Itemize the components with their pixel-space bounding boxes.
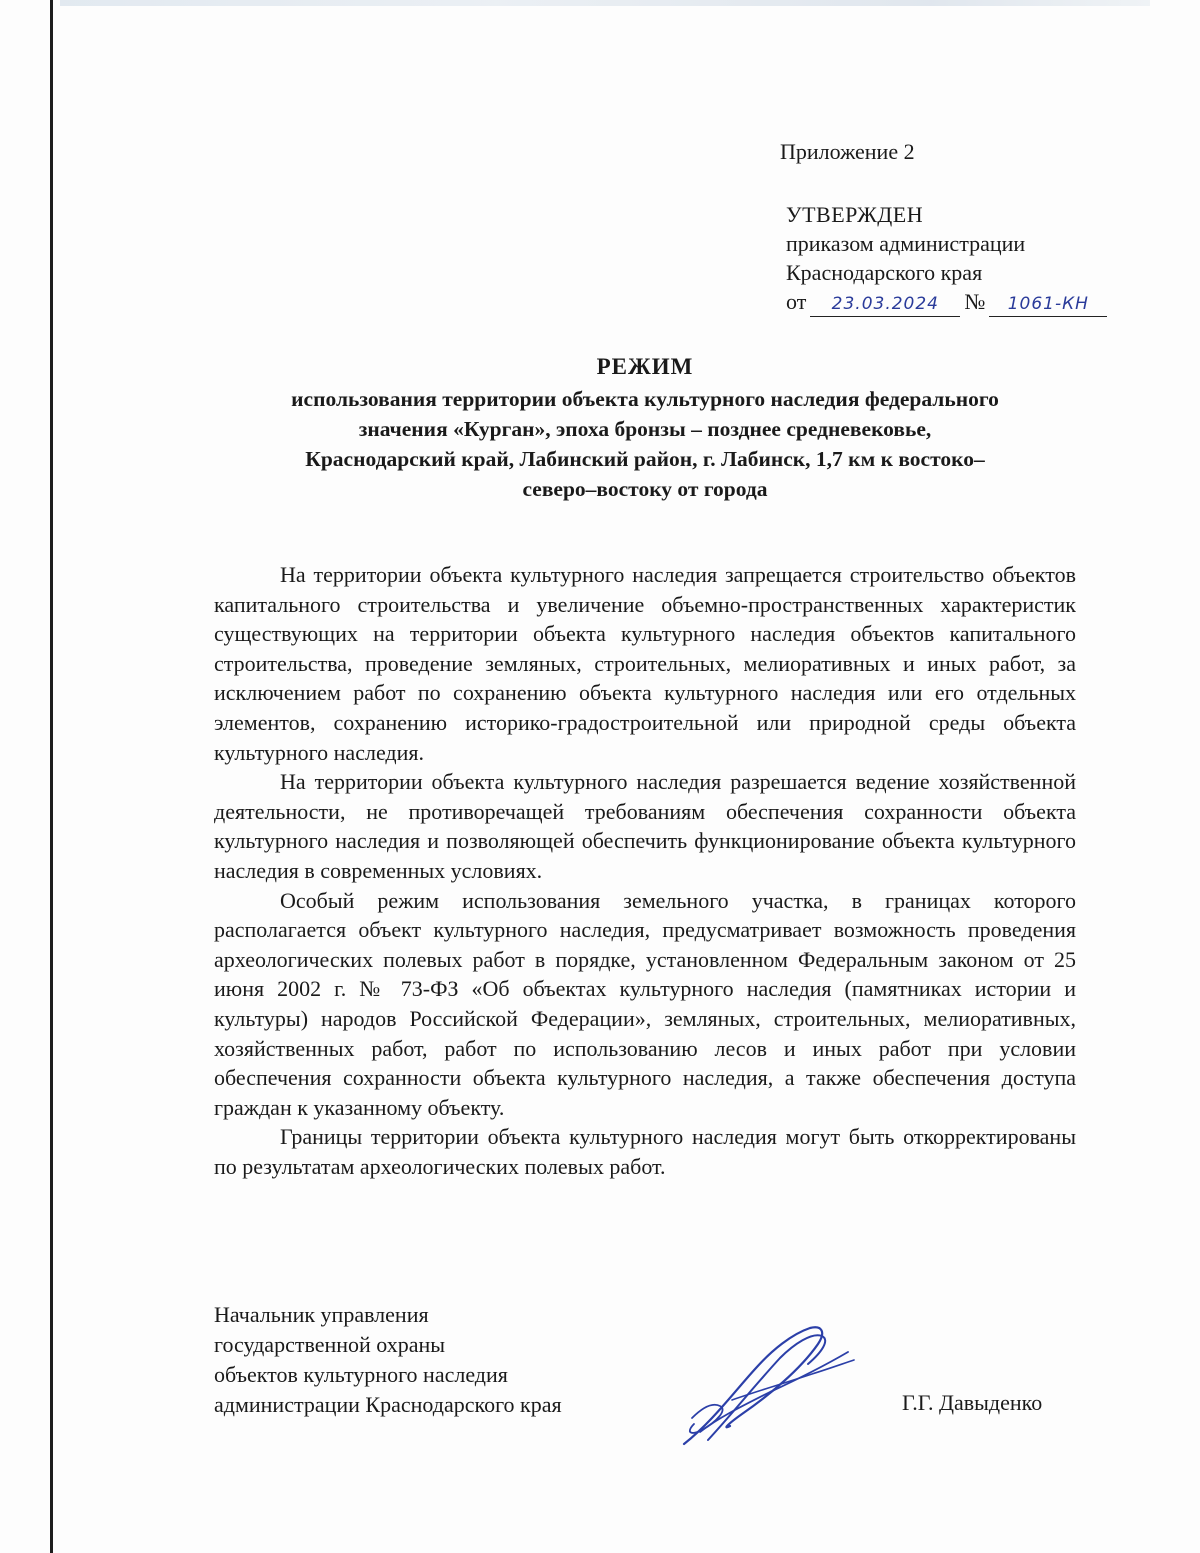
subtitle-line: Краснодарский край, Лабинский район, г. Лабинск, 1,7 км к востоко– <box>305 447 985 471</box>
body-paragraph-permission: На территории объекта культурного наследия разрешается ведение хозяйственной деятельности, не противоречащей требованиям обеспечения сохранности объекта культурного наследия и позволяющей обеспечить функционирование объекта культурного наследия в современных условиях. <box>214 769 1076 883</box>
subtitle-line: использования территории объекта культурного наследия федерального <box>291 387 999 411</box>
body-paragraph-boundaries: Границы территории объекта культурного наследия могут быть откорректированы по результатам археологических полевых работ. <box>214 1124 1076 1179</box>
signer-position-line: объектов культурного наследия <box>214 1362 508 1387</box>
order-number-handwritten: 1061-КН <box>989 292 1107 317</box>
scan-left-edge <box>50 0 53 1553</box>
approval-line-2: Краснодарского края <box>786 260 983 285</box>
subtitle-line: значения «Курган», эпоха бронзы – позднее средневековье, <box>358 417 932 441</box>
signer-position-line: государственной охраны <box>214 1332 446 1357</box>
document-subtitle <box>170 384 1120 504</box>
order-number-prefix: № <box>964 289 986 314</box>
handwritten-signature <box>672 1322 862 1452</box>
subtitle-line: северо–востоку от города <box>522 477 768 501</box>
body-paragraph-prohibition: На территории объекта культурного наследия запрещается строительство объектов капитального строительства и увеличение объемно-пространственных характеристик существующих на территории объекта культурного наследия объектов капитального строительства, проведение земляных, строительных, мелиоративных и иных работ, за исключением работ по сохранению объекта культурного наследия или его отдельных элементов, сохранению историко-градостроительной или природной среды объекта культурного наследия. <box>214 562 1076 765</box>
approval-title: УТВЕРЖДЕН <box>786 202 924 227</box>
order-date-handwritten: 23.03.2024 <box>810 292 960 317</box>
signer-position <box>214 1300 562 1420</box>
signer-position-line: администрации Краснодарского края <box>214 1392 562 1417</box>
order-from-prefix: от <box>786 289 807 314</box>
scan-top-edge <box>60 0 1150 6</box>
signature-strokes <box>684 1327 854 1444</box>
approval-block <box>786 200 1107 317</box>
signer-name: Г.Г. Давыденко <box>902 1390 1043 1415</box>
order-date-number-line <box>786 287 1107 317</box>
body-paragraph-special-regime: Особый режим использования земельного участка, в границах которого располагается объект культурного наследия, предусматривает возможность проведения археологических полевых работ в порядке, установленном Федеральным законом от 25 июня 2002 г. № 73-ФЗ «Об объектах культурного наследия (памятниках истории и культуры) народов Российской Федерации», земляных, строительных, мелиоративных, хозяйственных работ, работ по использованию лесов и иных работ при условии обеспечения сохранности объекта культурного наследия, а также обеспечения доступа граждан к указанному объекту. <box>214 887 1076 1120</box>
document-body <box>214 560 1076 1181</box>
appendix-label: Приложение 2 <box>780 139 915 164</box>
signer-position-line: Начальник управления <box>214 1302 429 1327</box>
document-title: РЕЖИМ <box>596 354 694 379</box>
approval-line-1: приказом администрации <box>786 231 1026 256</box>
